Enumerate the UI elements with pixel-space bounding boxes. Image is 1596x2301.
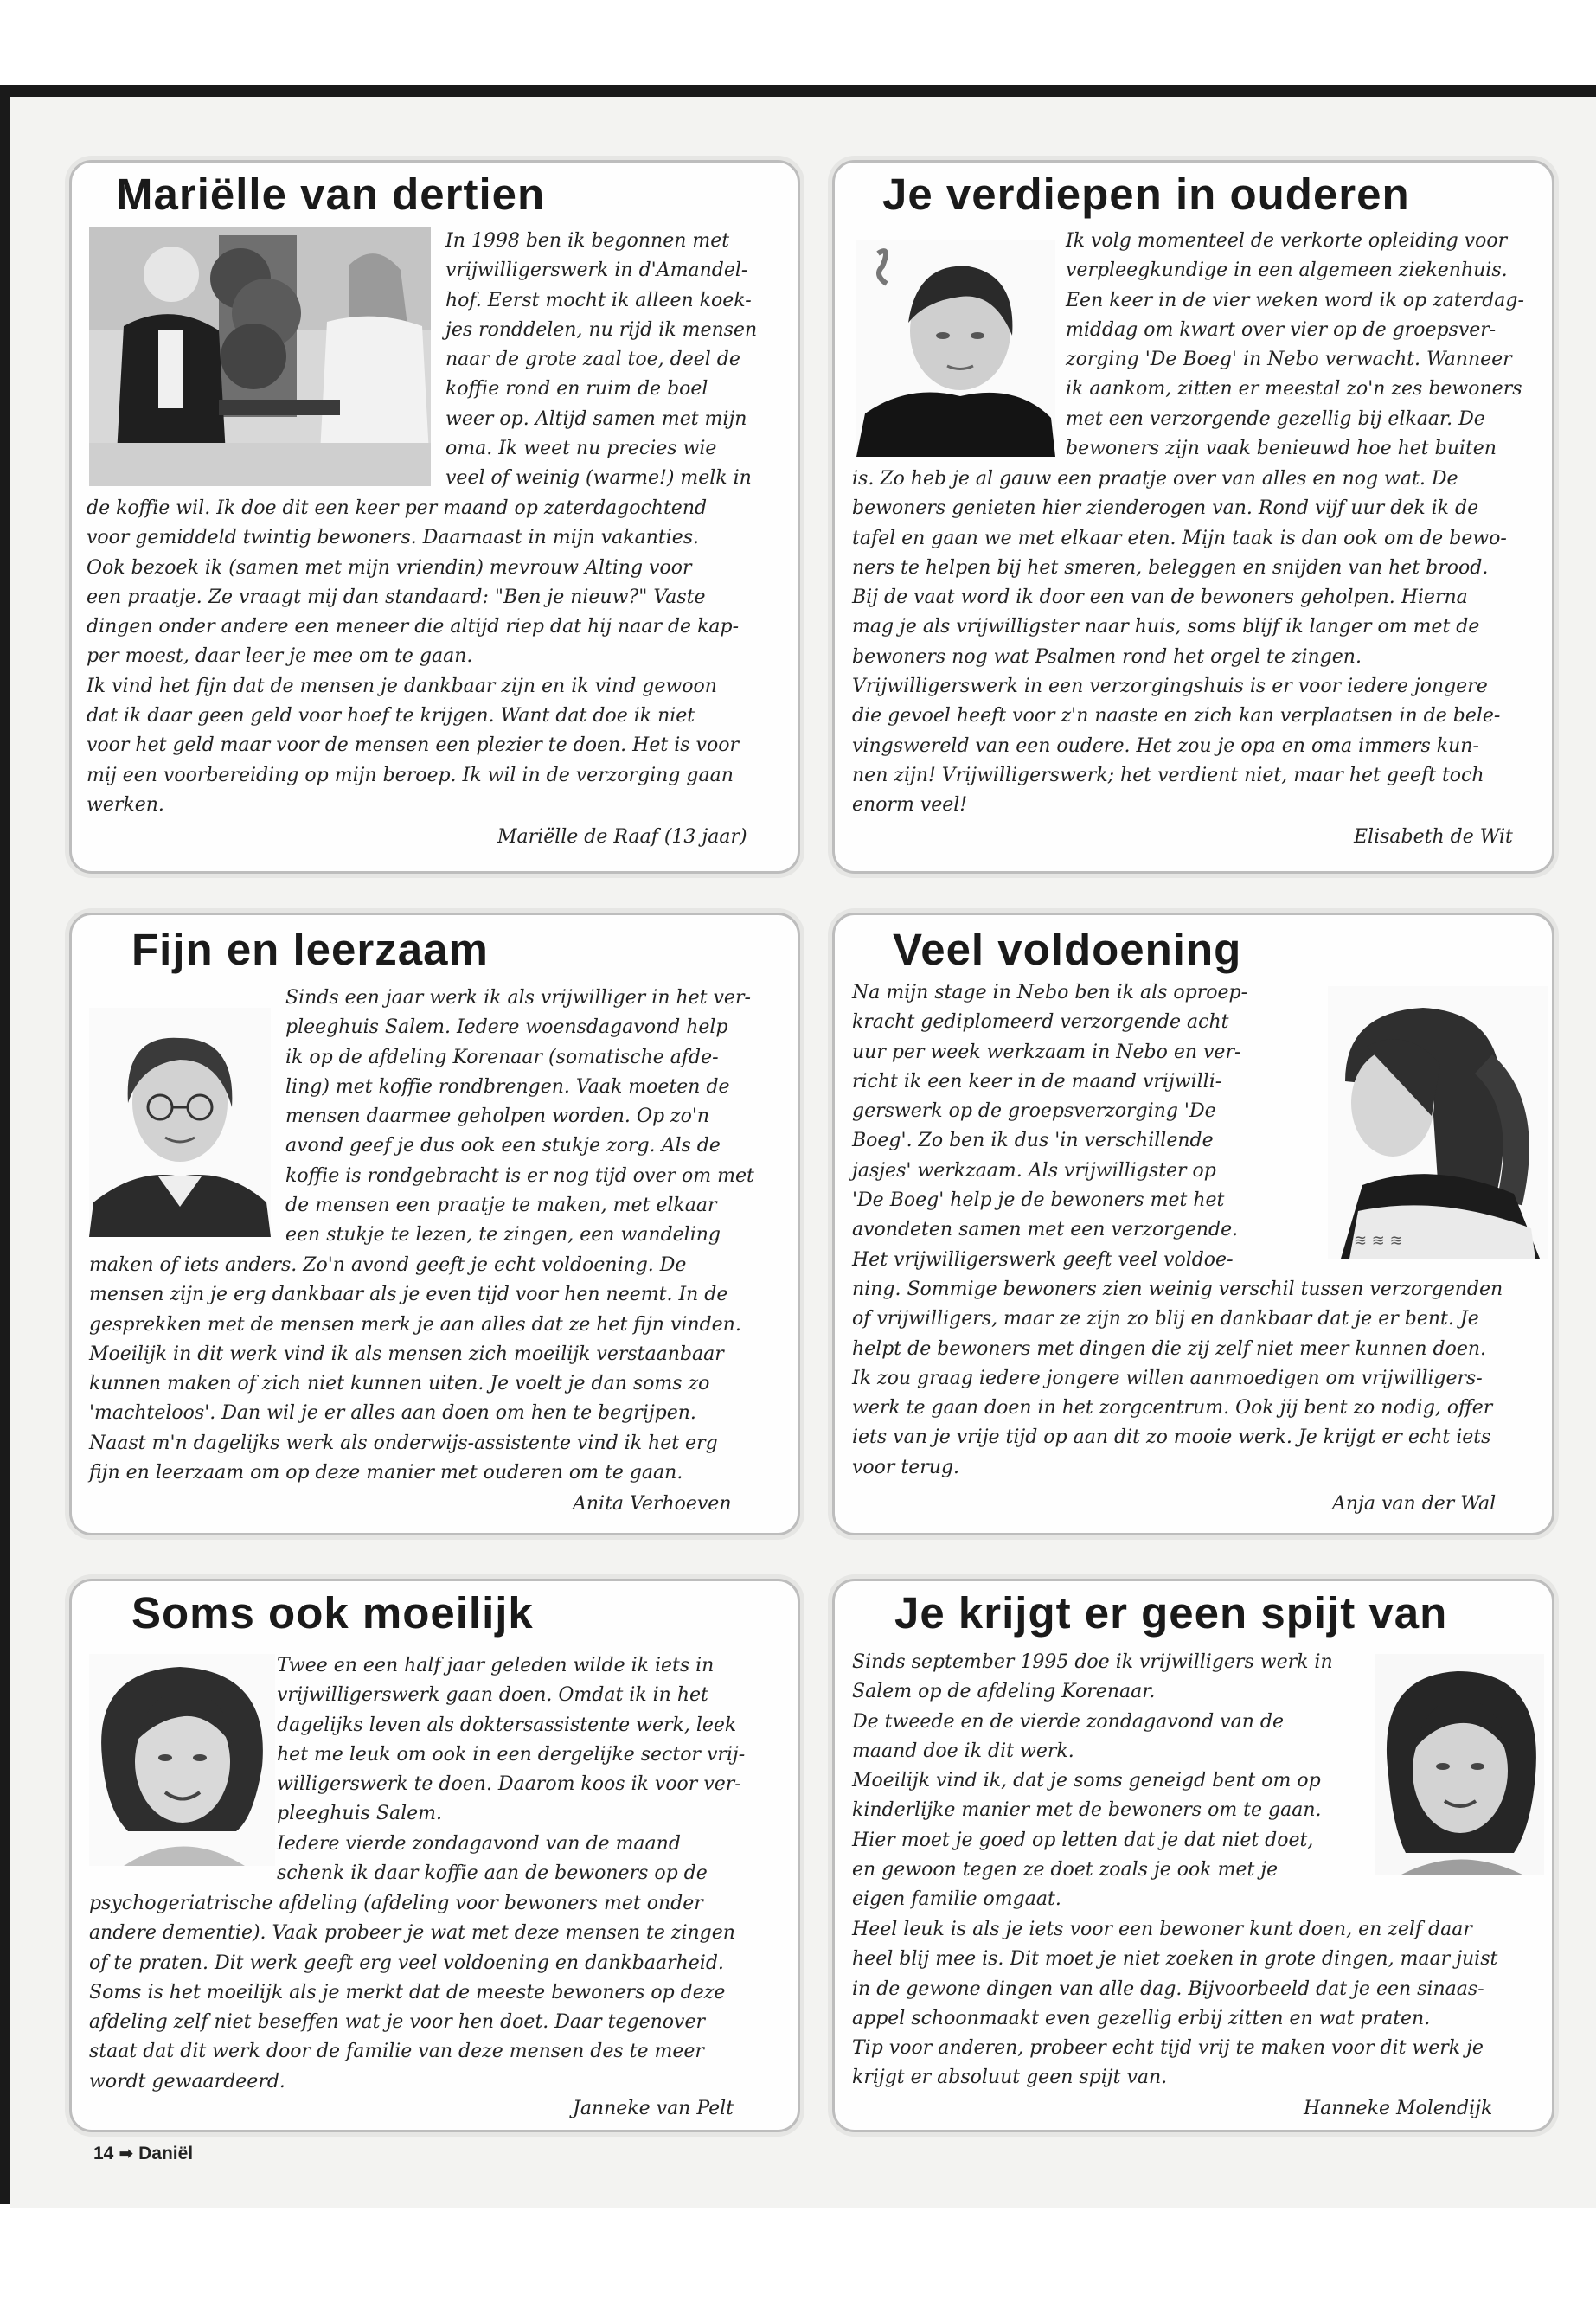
text-line: dagelijks leven als doktersassistente werk, leek [277,1714,737,1736]
article-text-wrap [445,227,792,494]
text-line: De tweede en de vierde zondagavond van de [852,1710,1284,1733]
text-line: middag om kwart over vier op de groepsver- [1066,318,1497,341]
text-line: wordt gewaardeerd. [89,2070,285,2093]
text-line: In 1998 ben ik begonnen met [445,230,730,252]
article-author: Anita Verhoeven [573,1493,732,1515]
text-line: helpt de bewoners met dingen die zij zelf niet meer kunnen doen. [852,1337,1487,1360]
text-line: ling) met koffie rondbrengen. Vaak moeten de [285,1075,730,1098]
text-line: Ik vind het fijn dat de mensen je dankbaar zijn en ik vind gewoon [87,675,717,697]
text-line: iets van je vrije tijd op aan dit zo mooie werk. Je krijgt er echt iets [852,1426,1491,1449]
text-line: weer op. Altijd samen met mijn [445,407,747,430]
article-author: Elisabeth de Wit [1354,826,1513,848]
text-line: Sinds een jaar werk ik als vrijwilliger in het ver- [285,987,751,1009]
text-line: hof. Eerst mocht ik alleen koek- [445,289,752,311]
text-line: willigerswerk te doen. Daarom koos ik voor ver- [277,1773,741,1796]
text-line: werken. [87,793,164,816]
text-line: bewoners zijn vaak benieuwd hoe het buiten [1066,438,1497,460]
text-line: de koffie wil. Ik doe dit een keer per maand op zaterdagochtend [87,497,708,519]
article-text-body [852,465,1548,821]
text-line: mensen zijn je erg dankbaar als je even tijd voor hen neemt. In de [89,1284,728,1306]
text-line: voor terug. [852,1456,960,1478]
text-line: enorm veel! [852,794,968,817]
text-line: appel schoonmaakt even gezellig erbij zitten en wat praten. [852,2007,1431,2029]
text-line: richt ik een keer in de maand vrijwilli- [852,1070,1222,1093]
photo-group-serving-coffee [89,227,431,486]
text-line: het me leuk om ook in een dergelijke sector vrij- [277,1743,746,1766]
text-line: koffie is rondgebracht is er nog tijd over om met [285,1164,754,1187]
text-line: uur per week werkzaam in Nebo en ver- [852,1041,1241,1063]
text-line: Salem op de afdeling Korenaar. [852,1681,1156,1703]
text-line: avondeten samen met een verzorgende. [852,1219,1239,1241]
article-title: Veel voldoening [882,924,1252,976]
photo-portrait-ponytail [1328,986,1548,1259]
text-line: pleeghuis Salem. Iedere woensdagavond help [285,1016,728,1039]
text-line: kunnen maken of zich niet kunnen uiten. Je voelt je dan soms zo [89,1373,710,1395]
text-line: koffie rond en ruim de boel [445,378,708,401]
text-line: Heel leuk is als je iets voor een bewoner kunt doen, en zelf daar [852,1919,1472,1940]
text-line: mensen daarmee geholpen worden. Op zo'n [285,1106,710,1128]
photo-portrait-dark-hair [1375,1654,1544,1875]
text-line: Moeilijk in dit werk vind ik als mensen zich moeilijk verstaanbaar [89,1343,724,1365]
text-line: ning. Sommige bewoners zien weinig verschil tussen verzorgenden [852,1279,1503,1300]
text-line: Het vrijwilligerswerk geeft veel voldoe- [852,1248,1234,1271]
magazine-name: Daniël [138,2144,194,2163]
article-title: Je krijgt er geen spijt van [884,1587,1458,1639]
text-line: die gevoel heeft voor z'n naaste en zich kan verplaatsen in de bele- [852,705,1501,727]
article-text-wrap [285,984,796,1251]
text-line: gesprekken met de mensen merk je aan alles dat ze het fijn vinden. [89,1313,741,1336]
text-line: tafel en gaan we met elkaar eten. Mijn taak is dan ook om de bewo- [852,527,1507,549]
text-line: een stukje te lezen, te zingen, een wandeling [285,1224,721,1247]
text-line: voor gemiddeld twintig bewoners. Daarnaast in mijn vakanties. [87,527,700,549]
text-line: mag je als vrijwilligster naar huis, soms blijf ik langer om met de [852,616,1480,638]
text-line: of vrijwilligers, maar ze zijn zo blij en dankbaar dat je er bent. Je [852,1308,1479,1330]
text-line: Hier moet je goed op letten dat je dat niet doet, [852,1829,1314,1851]
text-line: verpleegkundige in een algemeen ziekenhuis. [1066,260,1508,282]
text-line: naar de grote zaal toe, deel de [445,349,740,371]
text-line: jes ronddelen, nu rijd ik mensen [445,318,758,341]
text-line: ik op de afdeling Korenaar (somatische afde- [285,1046,719,1068]
svg-text:≋ ≋ ≋: ≋ ≋ ≋ [1354,1232,1403,1250]
article-author: Janneke van Pelt [573,2098,734,2119]
text-line: een praatje. Ze vraagt mij dan standaard: "Ben je nieuw?" Vaste [87,586,706,608]
text-line: Boeg'. Zo ben ik dus 'in verschillende [852,1130,1214,1152]
text-line: bewoners genieten hier zienderogen van. Rond vijf uur dek ik de [852,497,1479,520]
article-author: Mariëlle de Raaf (13 jaar) [497,826,747,848]
text-line: Naast m'n dagelijks werk als onderwijs-assistente vind ik het erg [89,1432,718,1454]
text-line: per moest, daar leer je mee om te gaan. [87,645,473,668]
article-author: Anja van der Wal [1332,1493,1497,1515]
article-author: Hanneke Molendijk [1304,2098,1493,2119]
text-line: oma. Ik weet nu precies wie [445,438,717,460]
text-line: mij een voorbereiding op mijn beroep. Ik wil in de verzorging gaan [87,764,734,786]
text-line: Ook bezoek ik (samen met mijn vriendin) mevrouw Alting voor [87,556,692,579]
text-line: avond geef je dus ook een stukje zorg. Als de [285,1135,721,1157]
text-line: is. Zo heb je al gauw een praatje over van alles en nog wat. De [852,468,1458,490]
text-line: Tip voor anderen, probeer echt tijd vrij te maken voor dit werk je [852,2037,1484,2060]
text-line: en gewoon tegen ze doet zoals je ook met je [852,1859,1279,1881]
text-line: gerswerk op de groepsverzorging 'De [852,1100,1216,1123]
article-text-wrap [277,1651,796,1888]
text-line: veel of weinig (warme!) melk in [445,467,752,490]
text-line: dingen onder andere een meneer die altijd riep dat hij naar de kap- [87,616,740,638]
article-title: Mariëlle van dertien [106,169,555,221]
article-text-wrap [1066,227,1550,464]
text-line: maken of iets anders. Zo'n avond geeft je echt voldoening. De [89,1254,687,1276]
text-line: jasjes' werkzaam. Als vrijwilligster op [852,1159,1216,1182]
text-line: nen zijn! Vrijwilligerswerk; het verdient niet, maar het geeft toch [852,764,1484,786]
text-line: Sinds september 1995 doe ik vrijwilligers werk in [852,1651,1333,1673]
text-line: 'De Boeg' help je de bewoners met het [852,1189,1225,1212]
text-line: schenk ik daar koffie aan de bewoners op de [277,1862,708,1885]
article-title: Fijn en leerzaam [121,924,499,976]
text-line: Na mijn stage in Nebo ben ik als oproep- [852,982,1248,1003]
article-title: Soms ook moeilijk [121,1587,544,1639]
article-text-body [852,1915,1548,2093]
text-line: Bij de vaat word ik door een van de bewoners geholpen. Hierna [852,586,1468,609]
text-line: Ik zou graag iedere jongere willen aanmoedigen om vrijwilligers- [852,1367,1483,1389]
text-line: Vrijwilligerswerk in een verzorgingshuis is er voor iedere jongere [852,676,1488,698]
article-text-body [89,1251,794,1488]
text-line: ik aankom, zitten er meestal zo'n zes bewoners [1066,378,1522,401]
text-line: werk te gaan doen in het zorgcentrum. Ook jij bent zo nodig, offer [852,1397,1493,1420]
text-line: afdeling zelf niet beseffen wat je voor hen doet. Daar tegenover [89,2011,705,2034]
text-line: fijn en leerzaam om op deze manier met ouderen om te gaan. [89,1462,683,1484]
text-line: of te praten. Dit werk geeft erg veel voldoening en dankbaarheid. [89,1952,724,1974]
text-line: heel blij mee is. Dit moet je niet zoeken in grote dingen, maar juist [852,1948,1498,1971]
article-title: Je verdiepen in ouderen [872,169,1420,221]
photo-portrait-curly-hair [89,1654,275,1866]
text-line: vrijwilligerswerk gaan doen. Omdat ik in het [277,1684,708,1707]
photo-portrait-glasses [89,1008,271,1237]
text-line: Iedere vierde zondagavond van de maand [277,1832,681,1855]
text-line: Moeilijk vind ik, dat je soms geneigd bent om op [852,1770,1321,1792]
article-text-wrap [852,978,1336,1275]
text-line: pleeghuis Salem. [277,1803,442,1825]
article-text-body [852,1275,1548,1483]
text-line: Twee en een half jaar geleden wilde ik iets in [277,1655,715,1676]
text-line: staat dat dit werk door de familie van deze mensen des te meer [89,2041,704,2063]
text-line: 'machteloos'. Dan wil je er alles aan doen om hen te begrijpen. [89,1402,696,1425]
text-line: krijgt er absoluut geen spijt van. [852,2067,1168,2089]
text-line: Soms is het moeilijk als je merkt dat de meeste bewoners op deze [89,1981,726,2003]
text-line: in de gewone dingen van alle dag. Bijvoorbeeld dat je een sinaas- [852,1977,1484,2000]
text-line: Ik volg momenteel de verkorte opleiding voor [1066,230,1508,252]
text-line: kracht gediplomeerd verzorgende acht [852,1011,1229,1034]
text-line: met een verzorgende gezellig bij elkaar. De [1066,407,1485,430]
text-line: vingswereld van een oudere. Het zou je opa en oma immers kun- [852,734,1479,757]
text-line: voor het geld maar voor de mensen een plezier te doen. Het is voor [87,734,739,757]
text-line: Een keer in de vier weken word ik op zaterdag- [1066,289,1524,311]
arrow-right-icon: ➡ [119,2144,134,2163]
text-line: ners te helpen bij het smeren, beleggen en snijden van het brood. [852,556,1489,579]
text-line: de mensen een praatje te maken, met elkaar [285,1195,717,1217]
text-line: maand doe ik dit werk. [852,1740,1074,1762]
article-text-wrap [852,1648,1371,1915]
text-line: dat ik daar geen geld voor hoef te krijgen. Want dat doe ik niet [87,705,695,727]
article-text-body [89,1889,794,2097]
article-text-body [87,494,792,820]
text-line: andere dementie). Vaak probeer je wat met deze mensen te zingen [89,1922,735,1945]
text-line: zorging 'De Boeg' in Nebo verwacht. Wanneer [1066,349,1512,371]
text-line: vrijwilligerswerk in d'Amandel- [445,260,748,282]
scan-shadow-left [0,85,10,2204]
text-line: eigen familie omgaat. [852,1888,1061,1911]
text-line: psychogeriatrische afdeling (afdeling voor bewoners met onder [89,1893,703,1914]
photo-portrait-short-hair [856,240,1055,457]
page-folio [93,2143,193,2164]
scan-shadow-top [0,85,1596,97]
text-line: kinderlijke manier met de bewoners om te gaan. [852,1799,1322,1822]
text-line: bewoners nog wat Psalmen rond het orgel te zingen. [852,645,1362,668]
page-number: 14 [93,2144,114,2163]
